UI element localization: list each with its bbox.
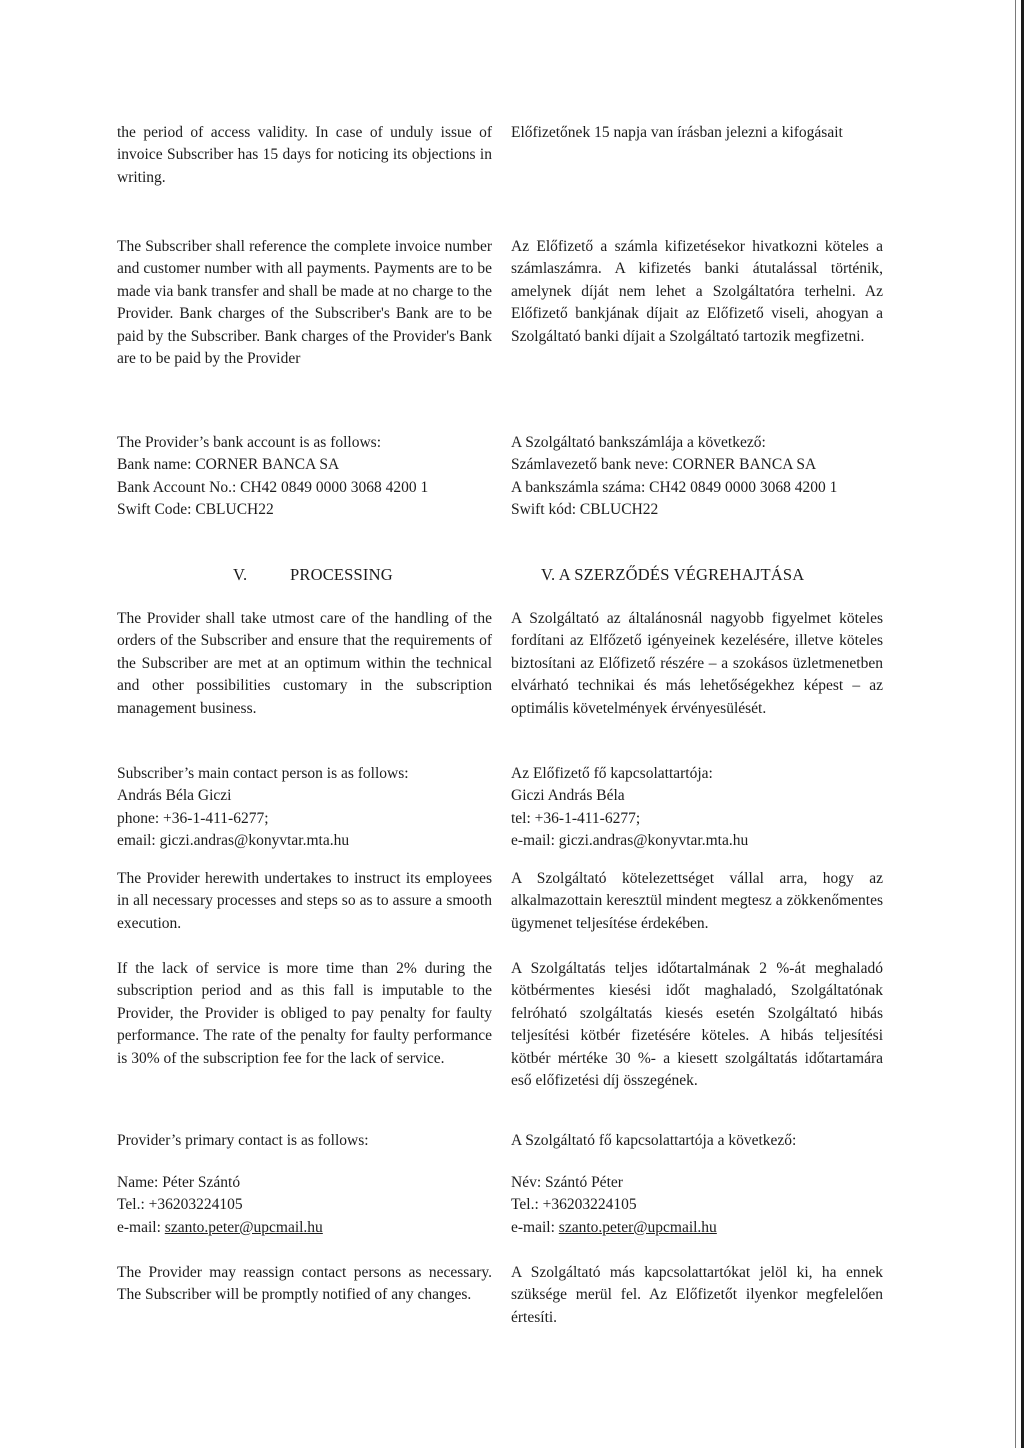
hu-payments: Az Előfizető a számla kifizetésekor hivatkozni köteles a számlaszámra. A kifizetés banki átutalással történik, amelynek díját nem lehet a Szolgáltatóra terhelni. Az Előfizető bankjának díjait az Előfizető viseli, ahogyan a Szolgáltató banki díjait a Szolgáltató tartozik megfizetni.	[511, 238, 883, 345]
hu-bank-name: Számlavezető bank neve: CORNER BANCA SA	[511, 456, 817, 474]
hu-provider-contact	[511, 1172, 883, 1239]
hu-bank-account-number: A bankszámla száma: CH42 0849 0000 3068 4200 1	[511, 478, 838, 496]
en-subscriber-contact	[117, 763, 492, 853]
hu-provider-contact-email-line	[511, 1217, 883, 1239]
hu-subscriber-contact-email: e-mail: giczi.andras@konyvtar.mta.hu	[511, 832, 749, 850]
en-provider-contact	[117, 1172, 492, 1239]
en-provider-contact-email-line	[117, 1217, 492, 1239]
scan-edge-line	[1015, 0, 1016, 1448]
hu-penalty: A Szolgáltatás teljes időtartalmának 2 %-át meghaladó kötbérmentes kiesési időt maghaladó, Szolgáltatónak felróható szolgáltatás kiesés esetén Szolgáltató hibás teljesítési kötbér fizetésére köteles. A hibás teljesítési kötbér mértéke 30 %- a kiesett szolgáltatás időtartamára eső előfizetési díj összegének.	[511, 960, 883, 1090]
en-provider-contact-name: Name: Péter Szántó	[117, 1174, 241, 1191]
en-subscriber-contact-intro: Subscriber’s main contact person is as follows:	[117, 765, 409, 782]
hu-subscriber-contact-phone: tel: +36-1-411-6277;	[511, 809, 641, 827]
hu-bank-account-intro: A Szolgáltató bankszámlája a következő:	[511, 434, 766, 451]
hu-provider-contact-tel: Tel.: +36203224105	[511, 1196, 637, 1214]
hu-access-validity: Előfizetőnek 15 napja van írásban jelezni a kifogásait	[511, 124, 843, 141]
en-provider-email-link[interactable]: szanto.peter@upcmail.hu	[164, 1218, 323, 1236]
hu-subscriber-contact	[511, 763, 883, 853]
hu-swift-code: Swift kód: CBLUCH22	[511, 501, 659, 519]
hu-reassign: A Szolgáltató más kapcsolattartókat jelöl ki, ha ennek szüksége merül fel. Az Előfizetőt ilyenkor megfelelően értesíti.	[511, 1264, 883, 1326]
en-instruct: The Provider herewith undertakes to instruct its employees in all necessary processes and steps so as to assure a smooth execution.	[117, 870, 492, 932]
hu-section-title: V. A SZERZŐDÉS VÉGREHAJTÁSA	[541, 565, 805, 584]
en-section-title: PROCESSING	[290, 565, 393, 584]
en-bank-account-number: Bank Account No.: CH42 0849 0000 3068 4200 1	[117, 478, 429, 496]
hu-bank-account	[511, 432, 883, 522]
en-bank-account-intro: The Provider’s bank account is as follows:	[117, 434, 382, 451]
hu-provider-email-link[interactable]: szanto.peter@upcmail.hu	[558, 1218, 717, 1236]
en-bank-account	[117, 432, 492, 522]
hu-subscriber-contact-name: Giczi András Béla	[511, 787, 625, 805]
en-bank-name: Bank name: CORNER BANCA SA	[117, 456, 340, 474]
hu-provider-contact-name: Név: Szántó Péter	[511, 1174, 623, 1191]
en-subscriber-contact-phone: phone: +36-1-411-6277;	[117, 809, 269, 827]
hu-subscriber-contact-intro: Az Előfizető fő kapcsolattartója:	[511, 765, 713, 782]
hu-care: A Szolgáltató az általánosnál nagyobb figyelmet köteles fordítani az Elfőzető igényeinek kezelésére, illetve köteles biztosítani az Előfizető részére – a szokásos üzletmenetben elvárható technikai és más lehetőségekhez képest – az optimális követelmények érvényesülését.	[511, 610, 883, 717]
en-subscriber-contact-email: email: giczi.andras@konyvtar.mta.hu	[117, 832, 350, 850]
en-provider-contact-intro: Provider’s primary contact is as follows:	[117, 1132, 369, 1149]
hu-email-label: e-mail:	[511, 1218, 559, 1236]
en-reassign: The Provider may reassign contact persons as necessary. The Subscriber will be promptly notified of any changes.	[117, 1264, 492, 1304]
en-email-label: e-mail:	[117, 1218, 165, 1236]
en-payments: The Subscriber shall reference the complete invoice number and customer number with all payments. Payments are to be made via bank transfer and shall be made at no charge to the Provider. Bank charges of the Subscriber's Bank are to be paid by the Subscriber. Bank charges of the Provider's Bank are to be paid by the Provider	[117, 238, 493, 368]
en-provider-contact-tel: Tel.: +36203224105	[117, 1196, 243, 1214]
en-access-validity: the period of access validity. In case of unduly issue of invoice Subscriber has 15 days for noticing its objections in writing.	[117, 124, 492, 186]
hu-provider-contact-intro: A Szolgáltató fő kapcsolattartója a következő:	[511, 1132, 797, 1149]
hu-instruct: A Szolgáltató kötelezettséget vállal arra, hogy az alkalmazottain keresztül mindent megtesz a zökkenőmentes ügymenet teljesítése érdekében.	[511, 870, 883, 932]
en-subscriber-contact-name: András Béla Giczi	[117, 787, 232, 805]
en-penalty: If the lack of service is more time than 2% during the subscription period and as this fall is imputable to the Provider, the Provider is obliged to pay penalty for faulty performance. The rate of the penalty for faulty performance is 30% of the subscription fee for the lack of service.	[117, 960, 492, 1067]
en-swift-code: Swift Code: CBLUCH22	[117, 501, 274, 519]
en-care: The Provider shall take utmost care of the handling of the orders of the Subscriber and ensure that the requirements of the Subscriber are met at an optimum within the technical and other possibilities customary in the subscription management business.	[117, 610, 492, 717]
en-section-number: V.	[233, 565, 248, 584]
